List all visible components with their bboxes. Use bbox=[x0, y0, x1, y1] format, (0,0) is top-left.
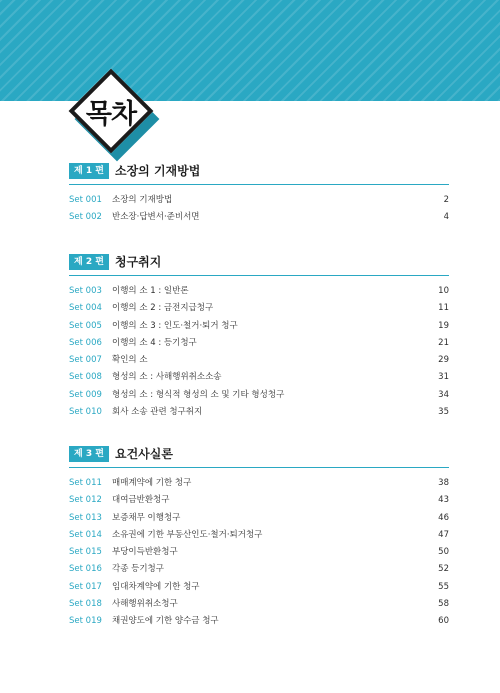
page-number: 34 bbox=[438, 389, 449, 400]
set-number: Set 014 bbox=[69, 529, 102, 540]
set-title: 임대차계약에 기한 청구 bbox=[112, 581, 200, 592]
set-list bbox=[69, 192, 449, 227]
set-title: 매매계약에 기한 청구 bbox=[112, 478, 192, 488]
toc-entry[interactable] bbox=[69, 335, 449, 352]
page-number: 4 bbox=[443, 212, 449, 223]
toc-entry[interactable] bbox=[69, 492, 449, 509]
page-number: 11 bbox=[438, 303, 449, 314]
set-number: Set 018 bbox=[69, 599, 102, 610]
set-number: Set 007 bbox=[69, 355, 102, 366]
toc-entry[interactable] bbox=[69, 387, 449, 404]
toc-entry[interactable] bbox=[69, 209, 449, 226]
toc-entry[interactable] bbox=[69, 352, 449, 369]
set-title: 반소장·답변서·준비서면 bbox=[112, 212, 200, 223]
toc-entry[interactable] bbox=[69, 404, 449, 421]
page-number: 29 bbox=[438, 355, 449, 366]
part-header bbox=[69, 163, 449, 183]
toc-entry[interactable] bbox=[69, 283, 449, 300]
set-number: Set 011 bbox=[69, 478, 102, 488]
part-3 bbox=[69, 446, 449, 627]
part-1 bbox=[69, 163, 449, 223]
toc-heading-emblem bbox=[68, 68, 154, 154]
set-title: 이행의 소 3 : 인도·철거·퇴거 청구 bbox=[112, 320, 238, 331]
page-number: 2 bbox=[443, 195, 449, 205]
page-title: 목차 bbox=[85, 98, 137, 130]
set-number: Set 009 bbox=[69, 389, 102, 400]
toc-entry[interactable] bbox=[69, 475, 449, 492]
page-number: 21 bbox=[438, 337, 449, 348]
set-title: 소장의 기재방법 bbox=[112, 195, 173, 205]
page-number: 43 bbox=[438, 495, 449, 506]
toc-entry[interactable] bbox=[69, 369, 449, 386]
page-number: 47 bbox=[438, 529, 449, 540]
set-title: 각종 등기청구 bbox=[112, 564, 164, 575]
part-badge: 제 1 편 bbox=[69, 163, 109, 179]
set-number: Set 016 bbox=[69, 564, 102, 575]
part-header bbox=[69, 254, 449, 274]
set-title: 이행의 소 2 : 금전지급청구 bbox=[112, 303, 214, 314]
toc-entry[interactable] bbox=[69, 579, 449, 596]
set-number: Set 006 bbox=[69, 337, 102, 348]
set-title: 확인의 소 bbox=[112, 355, 148, 366]
part-divider bbox=[69, 184, 449, 185]
set-number: Set 008 bbox=[69, 372, 102, 383]
set-title: 소유권에 기한 부동산인도·철거·퇴거청구 bbox=[112, 529, 263, 540]
page-number: 50 bbox=[438, 547, 449, 558]
set-title: 부당이득반환청구 bbox=[112, 547, 178, 558]
page-number: 38 bbox=[438, 478, 449, 488]
set-number: Set 013 bbox=[69, 512, 102, 523]
part-2 bbox=[69, 254, 449, 418]
page-number: 19 bbox=[438, 320, 449, 331]
page-number: 55 bbox=[438, 581, 449, 592]
set-title: 채권양도에 기한 양수금 청구 bbox=[112, 616, 219, 627]
set-list bbox=[69, 283, 449, 421]
set-number: Set 002 bbox=[69, 212, 102, 223]
set-title: 사해행위취소청구 bbox=[112, 599, 178, 610]
page-number: 31 bbox=[438, 372, 449, 383]
toc-entry[interactable] bbox=[69, 613, 449, 630]
set-number: Set 012 bbox=[69, 495, 102, 506]
set-number: Set 010 bbox=[69, 407, 102, 418]
set-title: 보증채무 이행청구 bbox=[112, 512, 181, 523]
set-number: Set 005 bbox=[69, 320, 102, 331]
set-title: 회사 소송 관련 청구취지 bbox=[112, 407, 203, 418]
page-number: 60 bbox=[438, 616, 449, 627]
set-number: Set 001 bbox=[69, 195, 102, 205]
part-divider bbox=[69, 275, 449, 276]
page-number: 10 bbox=[438, 286, 449, 296]
set-number: Set 015 bbox=[69, 547, 102, 558]
toc-entry[interactable] bbox=[69, 561, 449, 578]
part-badge: 제 2 편 bbox=[69, 254, 109, 270]
set-title: 이행의 소 1 : 일반론 bbox=[112, 286, 189, 296]
set-title: 형성의 소 : 형식적 형성의 소 및 기타 형성청구 bbox=[112, 389, 285, 400]
toc-entry[interactable] bbox=[69, 527, 449, 544]
page-number: 58 bbox=[438, 599, 449, 610]
toc-entry[interactable] bbox=[69, 192, 449, 209]
set-list bbox=[69, 475, 449, 631]
toc-entry[interactable] bbox=[69, 544, 449, 561]
toc-entry[interactable] bbox=[69, 510, 449, 527]
page-number: 52 bbox=[438, 564, 449, 575]
toc-entry[interactable] bbox=[69, 318, 449, 335]
part-divider bbox=[69, 467, 449, 468]
toc-entry[interactable] bbox=[69, 300, 449, 317]
toc-entry[interactable] bbox=[69, 596, 449, 613]
set-number: Set 019 bbox=[69, 616, 102, 627]
set-number: Set 003 bbox=[69, 286, 102, 296]
set-number: Set 004 bbox=[69, 303, 102, 314]
page-number: 35 bbox=[438, 407, 449, 418]
part-title: 소장의 기재방법 bbox=[115, 164, 201, 178]
set-title: 대여금반환청구 bbox=[112, 495, 170, 506]
part-header bbox=[69, 446, 449, 466]
part-title: 요건사실론 bbox=[115, 447, 173, 461]
set-title: 형성의 소 : 사해행위취소소송 bbox=[112, 372, 222, 383]
set-number: Set 017 bbox=[69, 581, 102, 592]
set-title: 이행의 소 4 : 등기청구 bbox=[112, 337, 197, 348]
part-title: 청구취지 bbox=[115, 255, 162, 269]
part-badge: 제 3 편 bbox=[69, 446, 109, 462]
page-number: 46 bbox=[438, 512, 449, 523]
